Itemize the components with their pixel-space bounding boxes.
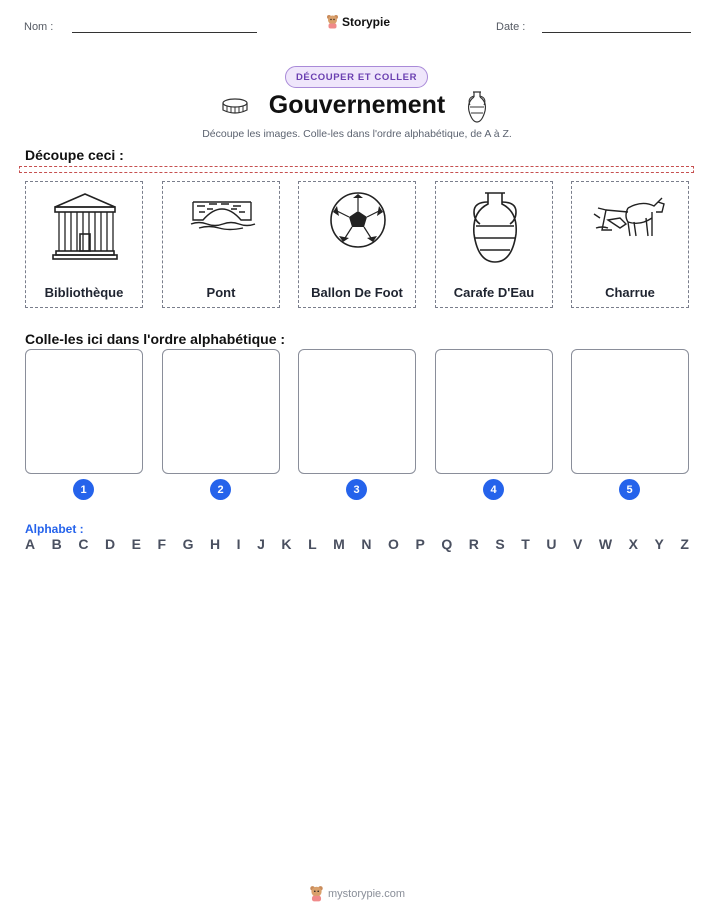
bear-mascot-icon bbox=[309, 885, 324, 902]
alphabet-letter: O bbox=[388, 536, 399, 552]
alphabet-letter: E bbox=[131, 536, 141, 552]
card-label: Charrue bbox=[605, 285, 655, 300]
slot-number: 4 bbox=[483, 479, 504, 500]
alphabet-letter: H bbox=[210, 536, 221, 552]
instructions: Découpe les images. Colle-les dans l'ordre alphabétique, de A à Z. bbox=[202, 128, 512, 140]
alphabet-letter: F bbox=[157, 536, 167, 552]
alphabet-letter: U bbox=[546, 536, 557, 552]
alphabet-letter: B bbox=[51, 536, 62, 552]
plough-icon bbox=[572, 182, 690, 282]
slot-number: 3 bbox=[346, 479, 367, 500]
slot-number: 1 bbox=[73, 479, 94, 500]
alphabet-letter: N bbox=[361, 536, 372, 552]
slot-number: 2 bbox=[210, 479, 231, 500]
alphabet-letter: Y bbox=[654, 536, 664, 552]
alphabet-letter: M bbox=[333, 536, 345, 552]
card-library[interactable] bbox=[25, 181, 143, 308]
paste-slot-3[interactable] bbox=[298, 349, 416, 474]
alphabet-title: Alphabet : bbox=[25, 522, 84, 536]
alphabet-letter: J bbox=[257, 536, 265, 552]
alphabet-letter: R bbox=[468, 536, 479, 552]
card-label: Carafe D'Eau bbox=[453, 285, 535, 300]
card-label: Pont bbox=[206, 285, 236, 300]
alphabet-letter: K bbox=[281, 536, 292, 552]
card-water-jug[interactable] bbox=[435, 181, 553, 308]
activity-badge: DÉCOUPER ET COLLER bbox=[285, 66, 428, 88]
bear-mascot-icon bbox=[326, 14, 339, 29]
card-soccer-ball[interactable] bbox=[298, 181, 416, 308]
cut-line bbox=[19, 166, 694, 173]
alphabet-letter: T bbox=[521, 536, 530, 552]
alphabet-row bbox=[25, 536, 689, 552]
alphabet-letter: G bbox=[182, 536, 194, 552]
footer-url: mystorypie.com bbox=[328, 887, 406, 900]
alphabet-letter: A bbox=[25, 536, 36, 552]
alphabet-letter: P bbox=[415, 536, 425, 552]
page-title: Gouvernement bbox=[268, 91, 446, 119]
alphabet-letter: D bbox=[104, 536, 116, 552]
alphabet-letter: S bbox=[495, 536, 505, 552]
alphabet-letter: X bbox=[628, 536, 638, 552]
card-label: Bibliothèque bbox=[44, 285, 124, 300]
amphora-icon bbox=[464, 90, 490, 124]
paste-slot-4[interactable] bbox=[435, 349, 553, 474]
cut-heading: Découpe ceci : bbox=[25, 147, 124, 163]
paste-slot-5[interactable] bbox=[571, 349, 689, 474]
footer bbox=[309, 885, 405, 902]
name-line bbox=[72, 32, 257, 33]
alphabet-letter: L bbox=[308, 536, 317, 552]
alphabet-letter: V bbox=[573, 536, 583, 552]
alphabet-letter: W bbox=[598, 536, 613, 552]
water-jug-icon bbox=[436, 182, 554, 282]
date-label: Date : bbox=[496, 21, 526, 33]
alphabet-letter: Q bbox=[441, 536, 453, 552]
card-plough[interactable] bbox=[571, 181, 689, 308]
library-icon bbox=[26, 182, 144, 282]
brand-logo bbox=[326, 14, 390, 29]
paste-heading: Colle-les ici dans l'ordre alphabétique : bbox=[25, 331, 286, 347]
alphabet-letter: Z bbox=[680, 536, 689, 552]
paste-slot-1[interactable] bbox=[25, 349, 143, 474]
soccer-ball-icon bbox=[299, 182, 417, 282]
brand-name: Storypie bbox=[342, 14, 391, 29]
card-label: Ballon De Foot bbox=[311, 285, 403, 300]
date-line bbox=[542, 32, 691, 33]
alphabet-letter: C bbox=[78, 536, 89, 552]
alphabet-letter: I bbox=[236, 536, 241, 552]
slot-number: 5 bbox=[619, 479, 640, 500]
name-label: Nom : bbox=[24, 21, 54, 33]
card-bridge[interactable] bbox=[162, 181, 280, 308]
bridge-icon bbox=[163, 182, 281, 282]
paste-slot-2[interactable] bbox=[162, 349, 280, 474]
